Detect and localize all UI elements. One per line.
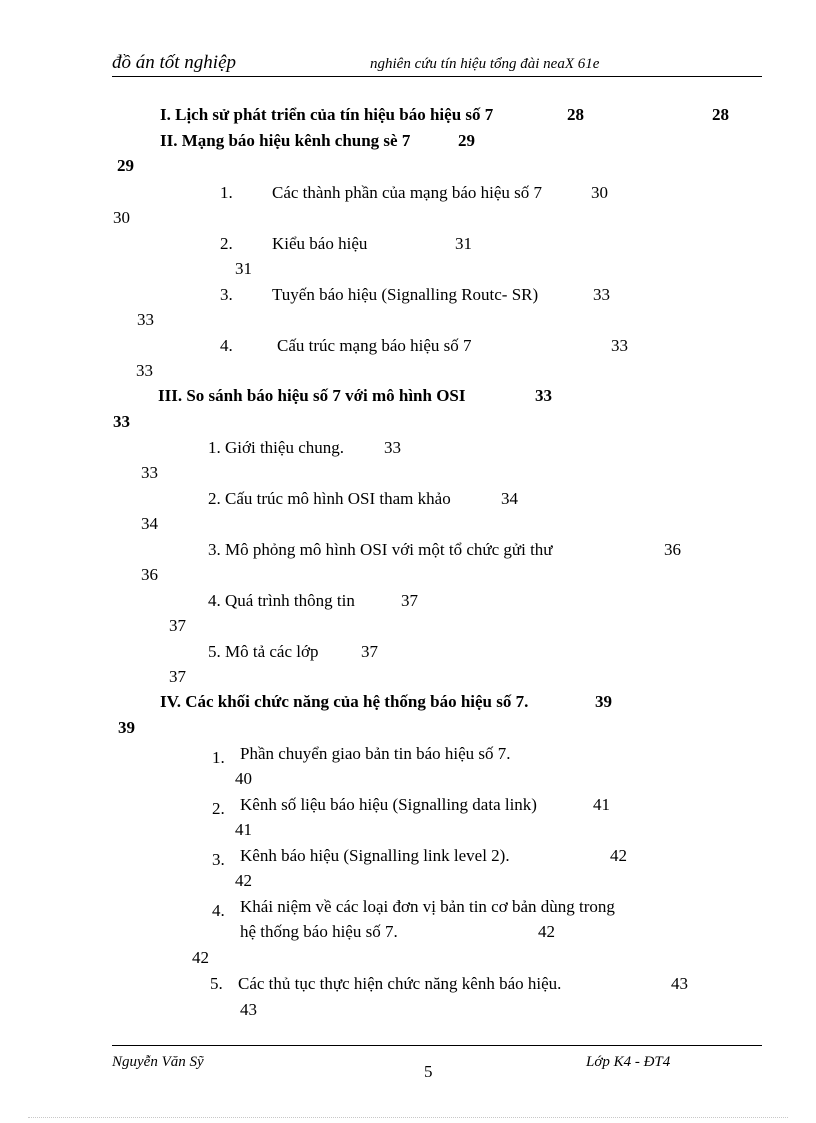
toc-s4-4-text-b: hệ thống báo hiệu số 7. xyxy=(240,922,398,941)
toc-s2-3-page-2: 33 xyxy=(137,310,154,329)
toc-s3-4-page: 37 xyxy=(401,591,418,610)
footer-right: Lớp K4 - ĐT4 xyxy=(586,1054,671,1070)
toc-s3-title: III. So sánh báo hiệu số 7 với mô hình OSI xyxy=(158,386,466,405)
toc-s2-3-page: 33 xyxy=(593,285,610,304)
toc-s4-4-text-a: Khái niệm về các loại đơn vị bản tin cơ bản dùng trong xyxy=(240,897,615,916)
toc-s4-1-text: Phần chuyển giao bản tin báo hiệu số 7. xyxy=(240,744,511,763)
toc-s3-3-page-2: 36 xyxy=(141,565,158,584)
toc-s2-1-text: Các thành phần của mạng báo hiệu số 7 xyxy=(272,183,543,202)
toc-s2-title: II. Mạng báo hiệu kênh chung sè 7 xyxy=(160,131,411,150)
toc-s2-page-a: 29 xyxy=(458,131,475,150)
toc-s2-4-num: 4. xyxy=(220,336,233,355)
toc-s3-5-text: 5. Mô tả các lớp xyxy=(208,642,319,661)
toc-s4-4-num: 4. xyxy=(212,901,225,920)
toc-s4-4-page: 42 xyxy=(538,922,555,941)
toc-s3-5-page: 37 xyxy=(361,642,378,661)
toc-s4-1-page: 40 xyxy=(235,769,252,788)
toc-s2-2-page: 31 xyxy=(455,234,472,253)
toc-s3-4-text: 4. Quá trình thông tin xyxy=(208,591,355,610)
toc-s3-page-a: 33 xyxy=(535,386,552,405)
toc-s1-page-b: 28 xyxy=(712,105,729,124)
toc-s4-page-a: 39 xyxy=(595,692,612,711)
toc-s4-4-page-2: 42 xyxy=(192,948,209,967)
toc-s4-3-page-2: 42 xyxy=(235,871,252,890)
page-edge-dots xyxy=(28,1117,788,1118)
toc-s2-1-page: 30 xyxy=(591,183,608,202)
toc-s3-3-text: 3. Mô phỏng mô hình OSI với một tổ chức gửi thư xyxy=(208,540,553,559)
toc-s3-4-page-2: 37 xyxy=(169,616,186,635)
toc-s2-2-text: Kiểu báo hiệu xyxy=(272,234,368,253)
toc-s2-2-num: 2. xyxy=(220,234,233,253)
toc-s2-1-num: 1. xyxy=(220,183,233,202)
toc-s3-page-b: 33 xyxy=(113,412,130,431)
toc-s4-3-page: 42 xyxy=(610,846,627,865)
toc-s4-page-b: 39 xyxy=(118,718,135,737)
header-rule xyxy=(112,76,762,77)
header-left: đồ án tốt nghiệp xyxy=(112,52,237,73)
toc-s3-5-page-2: 37 xyxy=(169,667,186,686)
toc-s4-3-text: Kênh báo hiệu (Signalling link level 2). xyxy=(240,846,510,865)
toc-s3-2-text: 2. Cấu trúc mô hình OSI tham khảo xyxy=(208,489,451,508)
toc-s1-title: I. Lịch sử phát triển của tín hiệu báo hiệu số 7 xyxy=(160,105,494,124)
toc-s2-4-page: 33 xyxy=(611,336,628,355)
toc-s4-1-num: 1. xyxy=(212,748,225,767)
toc-s4-2-page-2: 41 xyxy=(235,820,252,839)
toc-s4-5-page: 43 xyxy=(671,974,688,993)
footer-left: Nguyễn Văn Sỹ xyxy=(112,1054,204,1070)
toc-s3-1-text: 1. Giới thiệu chung. xyxy=(208,438,344,457)
toc-s3-3-page: 36 xyxy=(664,540,681,559)
toc-s2-4-page-2: 33 xyxy=(136,361,153,380)
toc-s4-2-page: 41 xyxy=(593,795,610,814)
toc-s3-2-page-2: 34 xyxy=(141,514,158,533)
page-number: 5 xyxy=(424,1062,433,1081)
toc-s4-5-text: Các thủ tục thực hiện chức năng kênh báo hiệu. xyxy=(238,974,562,993)
toc-s2-3-text: Tuyến báo hiệu (Signalling Routc- SR) xyxy=(272,285,539,304)
toc-s3-2-page: 34 xyxy=(501,489,518,508)
toc-s2-3-num: 3. xyxy=(220,285,233,304)
toc-s1-page-a: 28 xyxy=(567,105,584,124)
header-right: nghiên cứu tín hiệu tổng đài neaX 61e xyxy=(370,56,600,72)
toc-s2-page-b: 29 xyxy=(117,156,134,175)
toc-s3-1-page: 33 xyxy=(384,438,401,457)
toc-s3-1-page-2: 33 xyxy=(141,463,158,482)
toc-s4-title: IV. Các khối chức năng của hệ thống báo hiệu số 7. xyxy=(160,692,529,711)
toc-s4-5-num: 5. xyxy=(210,974,223,993)
toc-s2-2-page-2: 31 xyxy=(235,259,252,278)
toc-s4-5-page-2: 43 xyxy=(240,1000,257,1019)
toc-s4-2-num: 2. xyxy=(212,799,225,818)
toc-s4-2-text: Kênh số liệu báo hiệu (Signalling data link) xyxy=(240,795,537,814)
toc-s2-4-text: Cấu trúc mạng báo hiệu số 7 xyxy=(277,336,472,355)
footer-rule xyxy=(112,1045,762,1046)
toc-s2-1-page-2: 30 xyxy=(113,208,130,227)
toc-s4-3-num: 3. xyxy=(212,850,225,869)
